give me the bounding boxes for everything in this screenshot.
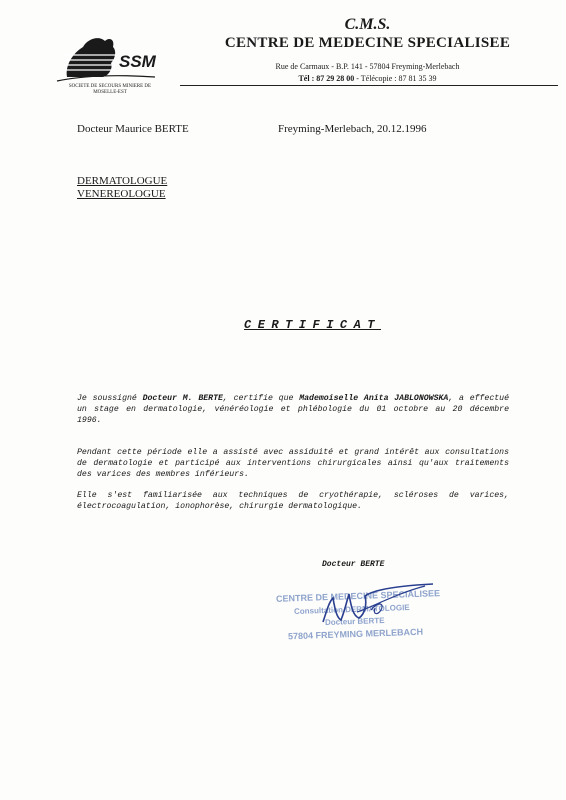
- stamp-line-3: Docteur BERTE: [324, 615, 385, 628]
- fax-number: - Télécopie : 87 81 35 39: [354, 74, 437, 83]
- doctor-ref: Docteur M. BERTE: [142, 394, 223, 403]
- logo-text: SSM: [119, 52, 156, 71]
- signatory-name: Docteur BERTE: [322, 560, 385, 569]
- paragraph-3: Elle s'est familiarisée aux techniques de cryothérapie, scléroses de varices, électrocoagulation, ionophorèse, chirurgie dermatologique.: [77, 491, 509, 511]
- phone-number: Tél : 87 29 28 00: [298, 74, 355, 83]
- stamp-line-2: Consultation DERMATOLOGIE: [293, 602, 410, 617]
- doctor-name: Docteur Maurice BERTE: [77, 123, 189, 135]
- stamp-line-1: CENTRE DE MEDECINE SPECIALISEE: [275, 588, 441, 604]
- place-date: Freyming-Merlebach, 20.12.1996: [278, 123, 427, 135]
- cms-heading: C.M.S.: [344, 16, 391, 33]
- phone-line: [180, 74, 555, 83]
- specialty-dermatologue: DERMATOLOGUE: [77, 175, 168, 187]
- specialty-venereologue: VENEREOLOGUE: [77, 188, 166, 200]
- header-rule: [180, 85, 558, 86]
- stamp-line-4: 57804 FREYMING MERLEBACH: [287, 626, 424, 642]
- paragraph-1: Je soussigné Docteur M. BERTE, certifie que Mademoiselle Anita JABLONOWSKA, a effectué un stage en dermatologie, vénéréologie et phlébologie du 01 octobre au 20 décembre 1996.: [77, 394, 510, 425]
- address-line: Rue de Carmaux - B.P. 141 - 57804 Freyming-Merlebach: [275, 62, 460, 71]
- handwritten-signature: [315, 580, 445, 630]
- center-name: CENTRE DE MEDECINE SPECIALISEE: [224, 35, 511, 51]
- student-name: Mademoiselle Anita JABLONOWSKA: [299, 394, 449, 403]
- document-title: CERTIFICAT: [244, 318, 382, 332]
- paragraph-2: Pendant cette période elle a assisté avec assiduité et grand intérêt aux consultations de dermatologie et participé aux interventions chirurgicales ainsi qu'aux traitements des varices des membres inférieurs.: [77, 448, 509, 479]
- logo-caption: SOCIETE DE SECOURS MINIERE DE MOSELLE-EST: [68, 84, 152, 95]
